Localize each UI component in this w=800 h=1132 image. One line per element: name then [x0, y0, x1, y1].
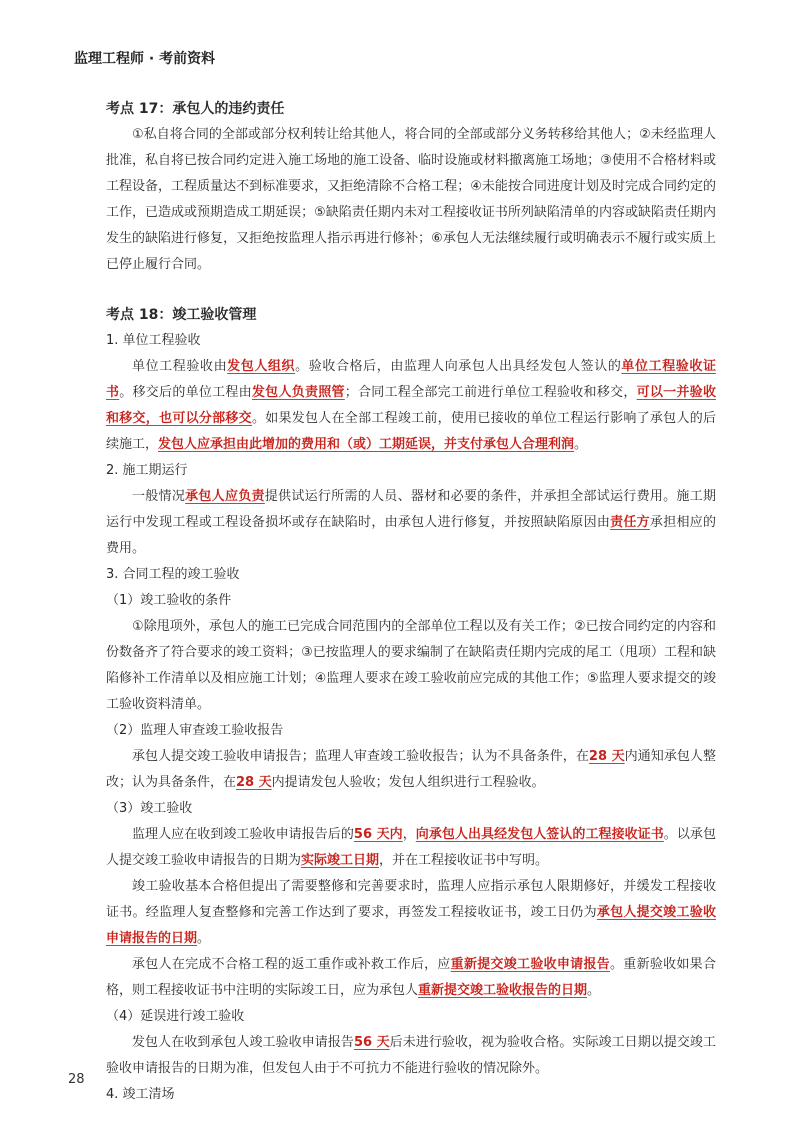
subitem-4-heading: （4）延误进行竣工验收 — [106, 1009, 245, 1024]
highlight-text: 重新提交竣工验收申请报告 — [450, 957, 611, 972]
page-number: 28 — [68, 1072, 85, 1087]
highlight-text: 56 天 — [353, 1035, 390, 1050]
subitem-3-paragraph-2: 竣工验收基本合格但提出了需要整修和完善要求时，监理人应指示承包人限期修好，并缓发工程接收证书。经监理人复查整修和完善工作达到了要求，再签发工程接收证书，竣工日仍为承包人提交竣工验收申请报告的日期。 — [106, 879, 716, 946]
highlight-text: 承包人应负责 — [185, 489, 265, 504]
highlight-text: 责任方 — [610, 515, 650, 530]
item-1-paragraph: 单位工程验收由发包人组织。验收合格后，由监理人向承包人出具经发包人签认的单位工程验收证书。移交后的单位工程由发包人负责照管；合同工程全部完工前进行单位工程验收和移交，可以一并验收和移交，也可以分部移交。如果发包人在全部工程竣工前，使用已接收的单位工程运行影响了承包人的后续施工，发包人应承担由此增加的费用和（或）工期延误，并支付承包人合理利润。 — [106, 359, 716, 452]
subitem-4-paragraph: 发包人在收到承包人竣工验收申请报告56 天后未进行验收，视为验收合格。实际竣工日期以提交竣工验收申请报告的日期为准，但发包人由于不可抗力不能进行验收的情况除外。 — [106, 1035, 716, 1076]
highlight-text: 发包人组织 — [227, 359, 296, 374]
subitem-2-heading: （2）监理人审查竣工验收报告 — [106, 723, 284, 738]
highlight-text: 56 天内 — [353, 827, 403, 842]
section-18-title: 考点 18：竣工验收管理 — [106, 307, 257, 323]
highlight-text: 发包人应承担由此增加的费用和（或）工期延误，并支付承包人合理利润 — [158, 437, 575, 452]
item-3-heading: 3. 合同工程的竣工验收 — [106, 567, 240, 582]
subitem-1-paragraph: ①除甩项外，承包人的施工已完成合同范围内的全部单位工程以及有关工作；②已按合同约定的内容和份数备齐了符合要求的竣工资料；③已按监理人的要求编制了在缺陷责任期内完成的尾工（甩项）工程和缺陷修补工作清单以及相应施工计划；④监理人要求在竣工验收前应完成的其他工作；⑤监理人要求提交的竣工验收资料清单。 — [106, 619, 716, 712]
item-1-heading: 1. 单位工程验收 — [106, 333, 201, 348]
highlight-text: 单位工程验收证书 — [106, 359, 716, 400]
section-17-paragraph: ①私自将合同的全部或部分权利转让给其他人，将合同的全部或部分义务转移给其他人；②未经监理人批准，私自将已按合同约定进入施工场地的施工设备、临时设施或材料撤离施工场地；③使用不合格材料或工程设备，工程质量达不到标准要求，又拒绝清除不合格工程；④未能按合同进度计划及时完成合同约定的工作，已造成或预期造成工期延误；⑤缺陷责任期内未对工程接收证书所列缺陷清单的内容或缺陷责任期内发生的缺陷进行修复，又拒绝按监理人指示再进行修补；⑥承包人无法继续履行或明确表示不履行或实质上已停止履行合同。 — [106, 127, 716, 272]
subitem-3-heading: （3）竣工验收 — [106, 801, 193, 816]
highlight-text: 28 天 — [588, 749, 625, 764]
subitem-2-paragraph: 承包人提交竣工验收申请报告；监理人审查竣工验收报告；认为不具备条件，在28 天内通知承包人整改；认为具备条件，在28 天内提请发包人验收；发包人组织进行工程验收。 — [106, 749, 716, 790]
highlight-text: 实际竣工日期 — [301, 853, 380, 868]
item-2-paragraph: 一般情况承包人应负责提供试运行所需的人员、器材和必要的条件，并承担全部试运行费用。施工期运行中发现工程或工程设备损坏或存在缺陷时，由承包人进行修复，并按照缺陷原因由责任方承担相应的费用。 — [106, 489, 716, 556]
highlight-text: 重新提交竣工验收报告的日期 — [418, 983, 588, 998]
subitem-1-heading: （1）竣工验收的条件 — [106, 593, 232, 608]
page-header: 监理工程师 · 考前资料 — [74, 51, 216, 67]
highlight-text: 可以一并验收和移交，也可以分部移交 — [106, 385, 716, 426]
highlight-text: 28 天 — [236, 775, 272, 790]
highlight-text: 发包人负责照管 — [251, 385, 345, 400]
subitem-3-paragraph-3: 承包人在完成不合格工程的返工重作或补救工作后，应重新提交竣工验收申请报告。重新验收如果合格，则工程接收证书中注明的实际竣工日，应为承包人重新提交竣工验收报告的日期。 — [106, 957, 716, 998]
highlight-text: 向承包人出具经发包人签认的工程接收证书 — [415, 827, 664, 842]
section-17-title: 考点 17：承包人的违约责任 — [106, 101, 285, 117]
item-4-heading: 4. 竣工清场 — [106, 1087, 175, 1102]
subitem-3-paragraph-1: 监理人应在收到竣工验收申请报告后的56 天内，向承包人出具经发包人签认的工程接收证书。以承包人提交竣工验收申请报告的日期为实际竣工日期，并在工程接收证书中写明。 — [106, 827, 716, 868]
highlight-text: 承包人提交竣工验收申请报告的日期 — [106, 905, 716, 946]
page-content — [106, 96, 716, 1108]
item-2-heading: 2. 施工期运行 — [106, 463, 188, 478]
